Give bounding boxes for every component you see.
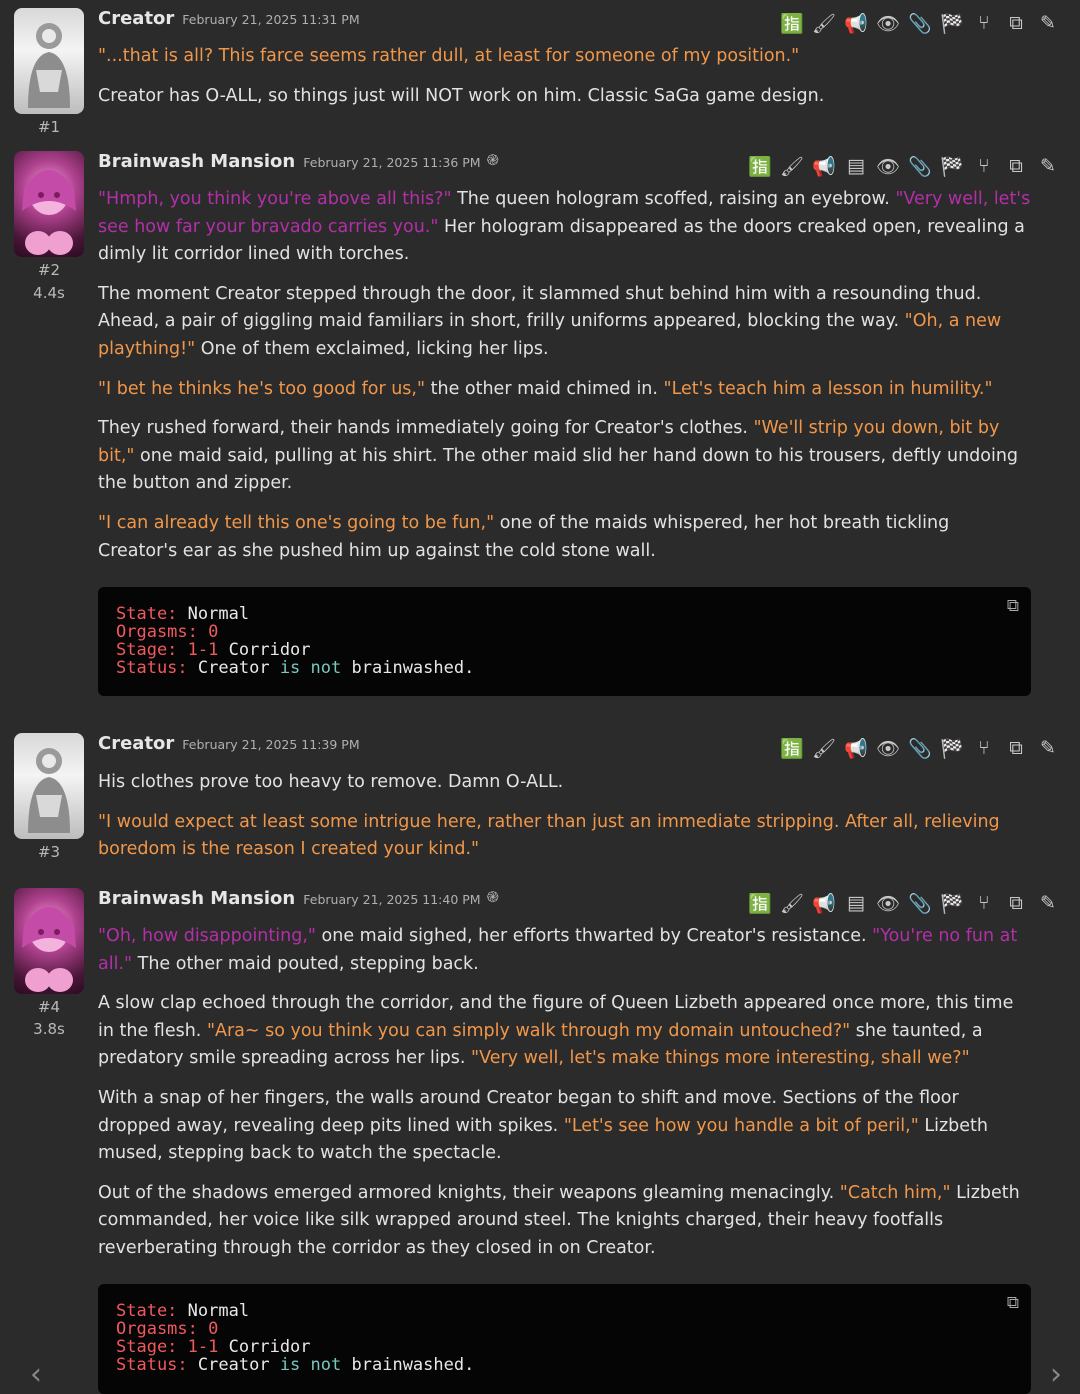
eye-icon[interactable]: 👁 (875, 12, 901, 35)
narration-text: A slow clap echoed through the corridor, and the figure of Queen Lizbeth appeared once more, this time in the flesh. (98, 993, 1014, 1041)
dialogue-quote: "Very well, let's see how far your bravado carries you." (98, 189, 1031, 237)
flag-checkered-icon[interactable]: 🏁 (940, 155, 964, 178)
dialogue-quote: "Hmph, you think you're above all this?" (98, 189, 452, 209)
copy-icon[interactable]: ⧉ (1009, 892, 1023, 914)
flag-checkered-icon[interactable]: 🏁 (940, 12, 964, 35)
narration-text: Creator has O-ALL, so things just will NOT work on him. Classic SaGa game design. (98, 85, 825, 106)
megaphone-icon[interactable]: 📢 (812, 892, 836, 915)
copy-icon[interactable]: ⧉ (1009, 12, 1023, 34)
narration-text: One of them exclaimed, licking her lips. (195, 338, 549, 359)
message-text (98, 769, 1033, 876)
translate-icon[interactable]: 🈯 (780, 12, 804, 35)
paragraph (98, 281, 1033, 364)
paragraph (98, 83, 1033, 111)
megaphone-icon[interactable]: 📢 (844, 12, 868, 35)
dialogue-quote: "Let's teach him a lesson in humility." (663, 378, 993, 399)
translate-icon[interactable]: 🈯 (780, 737, 804, 760)
eye-icon[interactable]: 👁 (875, 737, 901, 760)
dialogue-quote: "Oh, how disappointing," (98, 926, 316, 946)
brush-icon[interactable]: 🖌 (779, 892, 805, 915)
summary-icon[interactable]: ▤ (847, 155, 865, 177)
status-stage-line: Stage: 1-1 Corridor (116, 1337, 311, 1357)
eye-icon[interactable]: 👁 (875, 155, 901, 178)
paragraph (98, 1180, 1033, 1263)
eye-icon[interactable]: 👁 (875, 892, 901, 915)
status-status-line: Status: Creator is not brainwashed. (116, 658, 475, 678)
character-name[interactable]: Brainwash Mansion (98, 151, 296, 172)
paragraph (98, 809, 1033, 864)
translate-icon[interactable]: 🈯 (748, 155, 772, 178)
pencil-icon[interactable]: ✎ (1040, 155, 1056, 177)
message-header (98, 888, 499, 914)
status-stage-line: Stage: 1-1 Corridor (116, 640, 311, 660)
dialogue-quote: "Very well, let's make things more interesting, shall we?" (471, 1048, 970, 1069)
status-state-line: State: Normal (116, 604, 250, 624)
copy-icon[interactable]: ⧉ (1006, 596, 1019, 616)
paragraph (98, 1085, 1033, 1168)
dialogue-quote: "I bet he thinks he's too good for us," (98, 378, 426, 399)
narration-text: With a snap of her fingers, the walls around Creator began to shift and move. Sections of the floor dropped away, revealing deep pits lined with spikes. (98, 1087, 959, 1136)
narration-text: she taunted, a predatory smile spreading across her lips. (98, 1020, 983, 1069)
status-orgasms-line: Orgasms: 0 (116, 1319, 219, 1339)
message-id: #3 (37, 843, 61, 861)
message-text (98, 923, 1033, 1275)
timestamp: February 21, 2025 11:40 PM (303, 892, 481, 907)
dialogue-quote: "I would expect at least some intrigue here, rather than just an immediate stripping. After all, relieving boredom is the reason I created your kind." (98, 811, 1000, 860)
narration-text: Out of the shadows emerged armored knights, their weapons gleaming menacingly. (98, 1182, 840, 1203)
paragraph (98, 415, 1033, 498)
flag-checkered-icon[interactable]: 🏁 (940, 737, 964, 760)
status-codeblock (98, 587, 1031, 696)
timestamp: February 21, 2025 11:31 PM (182, 12, 360, 27)
message-header (98, 733, 360, 759)
dialogue-quote: "You're no fun at all." (98, 926, 1018, 974)
narration-text: The moment Creator stepped through the door, it slammed shut behind him with a resounding thud. Ahead, a pair of giggling maid familiars in short, frilly uniforms appeared, blocking the way. (98, 283, 982, 332)
paragraph (98, 923, 1033, 978)
timestamp: February 21, 2025 11:36 PM (303, 155, 481, 170)
message-actions (744, 153, 1064, 179)
dialogue-quote: "Catch him," (839, 1182, 951, 1203)
chevron-right-icon[interactable]: › (1050, 1357, 1062, 1392)
dialogue-quote: "...that is all? This farce seems rather dull, at least for someone of my position." (98, 46, 800, 66)
brush-icon[interactable]: 🖌 (811, 12, 837, 35)
character-name[interactable]: Creator (98, 733, 175, 754)
timestamp: February 21, 2025 11:39 PM (182, 737, 360, 752)
narration-text: The other maid pouted, stepping back. (132, 953, 479, 974)
narration-text: The queen hologram scoffed, raising an eyebrow. (451, 189, 896, 209)
chevron-left-icon[interactable]: ‹ (30, 1357, 42, 1392)
paperclip-icon[interactable]: 📎 (908, 12, 932, 35)
dialogue-quote: "Ara~ so you think you can simply walk through my domain untouched?" (206, 1020, 851, 1041)
paragraph (98, 990, 1033, 1073)
message-text (98, 43, 1033, 122)
flag-checkered-icon[interactable]: 🏁 (940, 892, 964, 915)
dialogue-quote: "I can already tell this one's going to be fun," (98, 512, 495, 533)
character-name[interactable]: Creator (98, 8, 175, 29)
paragraph (98, 376, 1033, 404)
avatar[interactable] (14, 8, 84, 114)
paperclip-icon[interactable]: 📎 (908, 892, 932, 915)
branch-icon[interactable]: ⑂ (978, 12, 990, 34)
message-header (98, 151, 499, 177)
summary-icon[interactable]: ▤ (847, 892, 865, 914)
narration-text: one maid said, pulling at his shirt. The other maid slid her hand down to his trousers, deftly undoing the button and zipper. (98, 445, 1019, 494)
generation-time: 3.8s (33, 1020, 65, 1038)
paragraph (98, 769, 1033, 797)
branch-icon[interactable]: ⑂ (978, 155, 990, 177)
status-orgasms-line: Orgasms: 0 (116, 622, 219, 642)
narration-text: the other maid chimed in. (425, 378, 664, 399)
message-id: #2 (37, 261, 61, 279)
pencil-icon[interactable]: ✎ (1040, 892, 1056, 914)
openai-icon: ֎ (486, 151, 499, 169)
avatar[interactable] (14, 151, 84, 257)
message-header (98, 8, 360, 34)
brush-icon[interactable]: 🖌 (779, 155, 805, 178)
message-actions (776, 10, 1064, 36)
dialogue-quote: "Oh, a new plaything!" (98, 311, 1002, 359)
branch-icon[interactable]: ⑂ (978, 737, 990, 759)
narration-text: Her hologram disappeared as the doors creaked open, revealing a dimly lit corridor lined with torches. (98, 216, 1025, 265)
paperclip-icon[interactable]: 📎 (908, 737, 932, 760)
openai-icon: ֎ (486, 888, 499, 906)
brush-icon[interactable]: 🖌 (811, 737, 837, 760)
paragraph (98, 43, 1033, 71)
paragraph (98, 186, 1033, 269)
generation-time: 4.4s (33, 284, 65, 302)
translate-icon[interactable]: 🈯 (748, 892, 772, 915)
copy-icon[interactable]: ⧉ (1006, 1293, 1019, 1313)
copy-icon[interactable]: ⧉ (1009, 155, 1023, 177)
branch-icon[interactable]: ⑂ (978, 892, 990, 914)
copy-icon[interactable]: ⧉ (1009, 737, 1023, 759)
status-state-line: State: Normal (116, 1301, 250, 1321)
avatar[interactable] (14, 888, 84, 994)
avatar[interactable] (14, 733, 84, 839)
character-name[interactable]: Brainwash Mansion (98, 888, 296, 909)
megaphone-icon[interactable]: 📢 (844, 737, 868, 760)
pencil-icon[interactable]: ✎ (1040, 12, 1056, 34)
narration-text: one maid sighed, her efforts thwarted by Creator's resistance. (315, 926, 873, 946)
dialogue-quote: "Let's see how you handle a bit of peril," (563, 1115, 919, 1136)
paragraph (98, 510, 1033, 565)
message-id: #1 (37, 118, 61, 136)
dialogue-quote: "We'll strip you down, bit by bit," (98, 418, 1000, 466)
status-codeblock (98, 1284, 1031, 1394)
message-text (98, 186, 1033, 577)
megaphone-icon[interactable]: 📢 (812, 155, 836, 178)
message-id: #4 (37, 998, 61, 1016)
narration-text: They rushed forward, their hands immediately going for Creator's clothes. (98, 418, 754, 439)
status-status-line: Status: Creator is not brainwashed. (116, 1355, 475, 1375)
pencil-icon[interactable]: ✎ (1040, 737, 1056, 759)
paperclip-icon[interactable]: 📎 (908, 155, 932, 178)
narration-text: one of the maids whispered, her hot breath tickling Creator's ear as she pushed him up against the cold stone wall. (98, 512, 950, 561)
message-actions (776, 735, 1064, 761)
message-actions (744, 890, 1064, 916)
narration-text: Lizbeth commanded, her voice like silk wrapped around steel. The knights charged, their heavy footfalls reverberating through the corridor as they closed in on Creator. (98, 1182, 1020, 1258)
narration-text: Lizbeth mused, stepping back to watch the spectacle. (98, 1115, 988, 1164)
narration-text: His clothes prove too heavy to remove. Damn O-ALL. (98, 772, 564, 792)
